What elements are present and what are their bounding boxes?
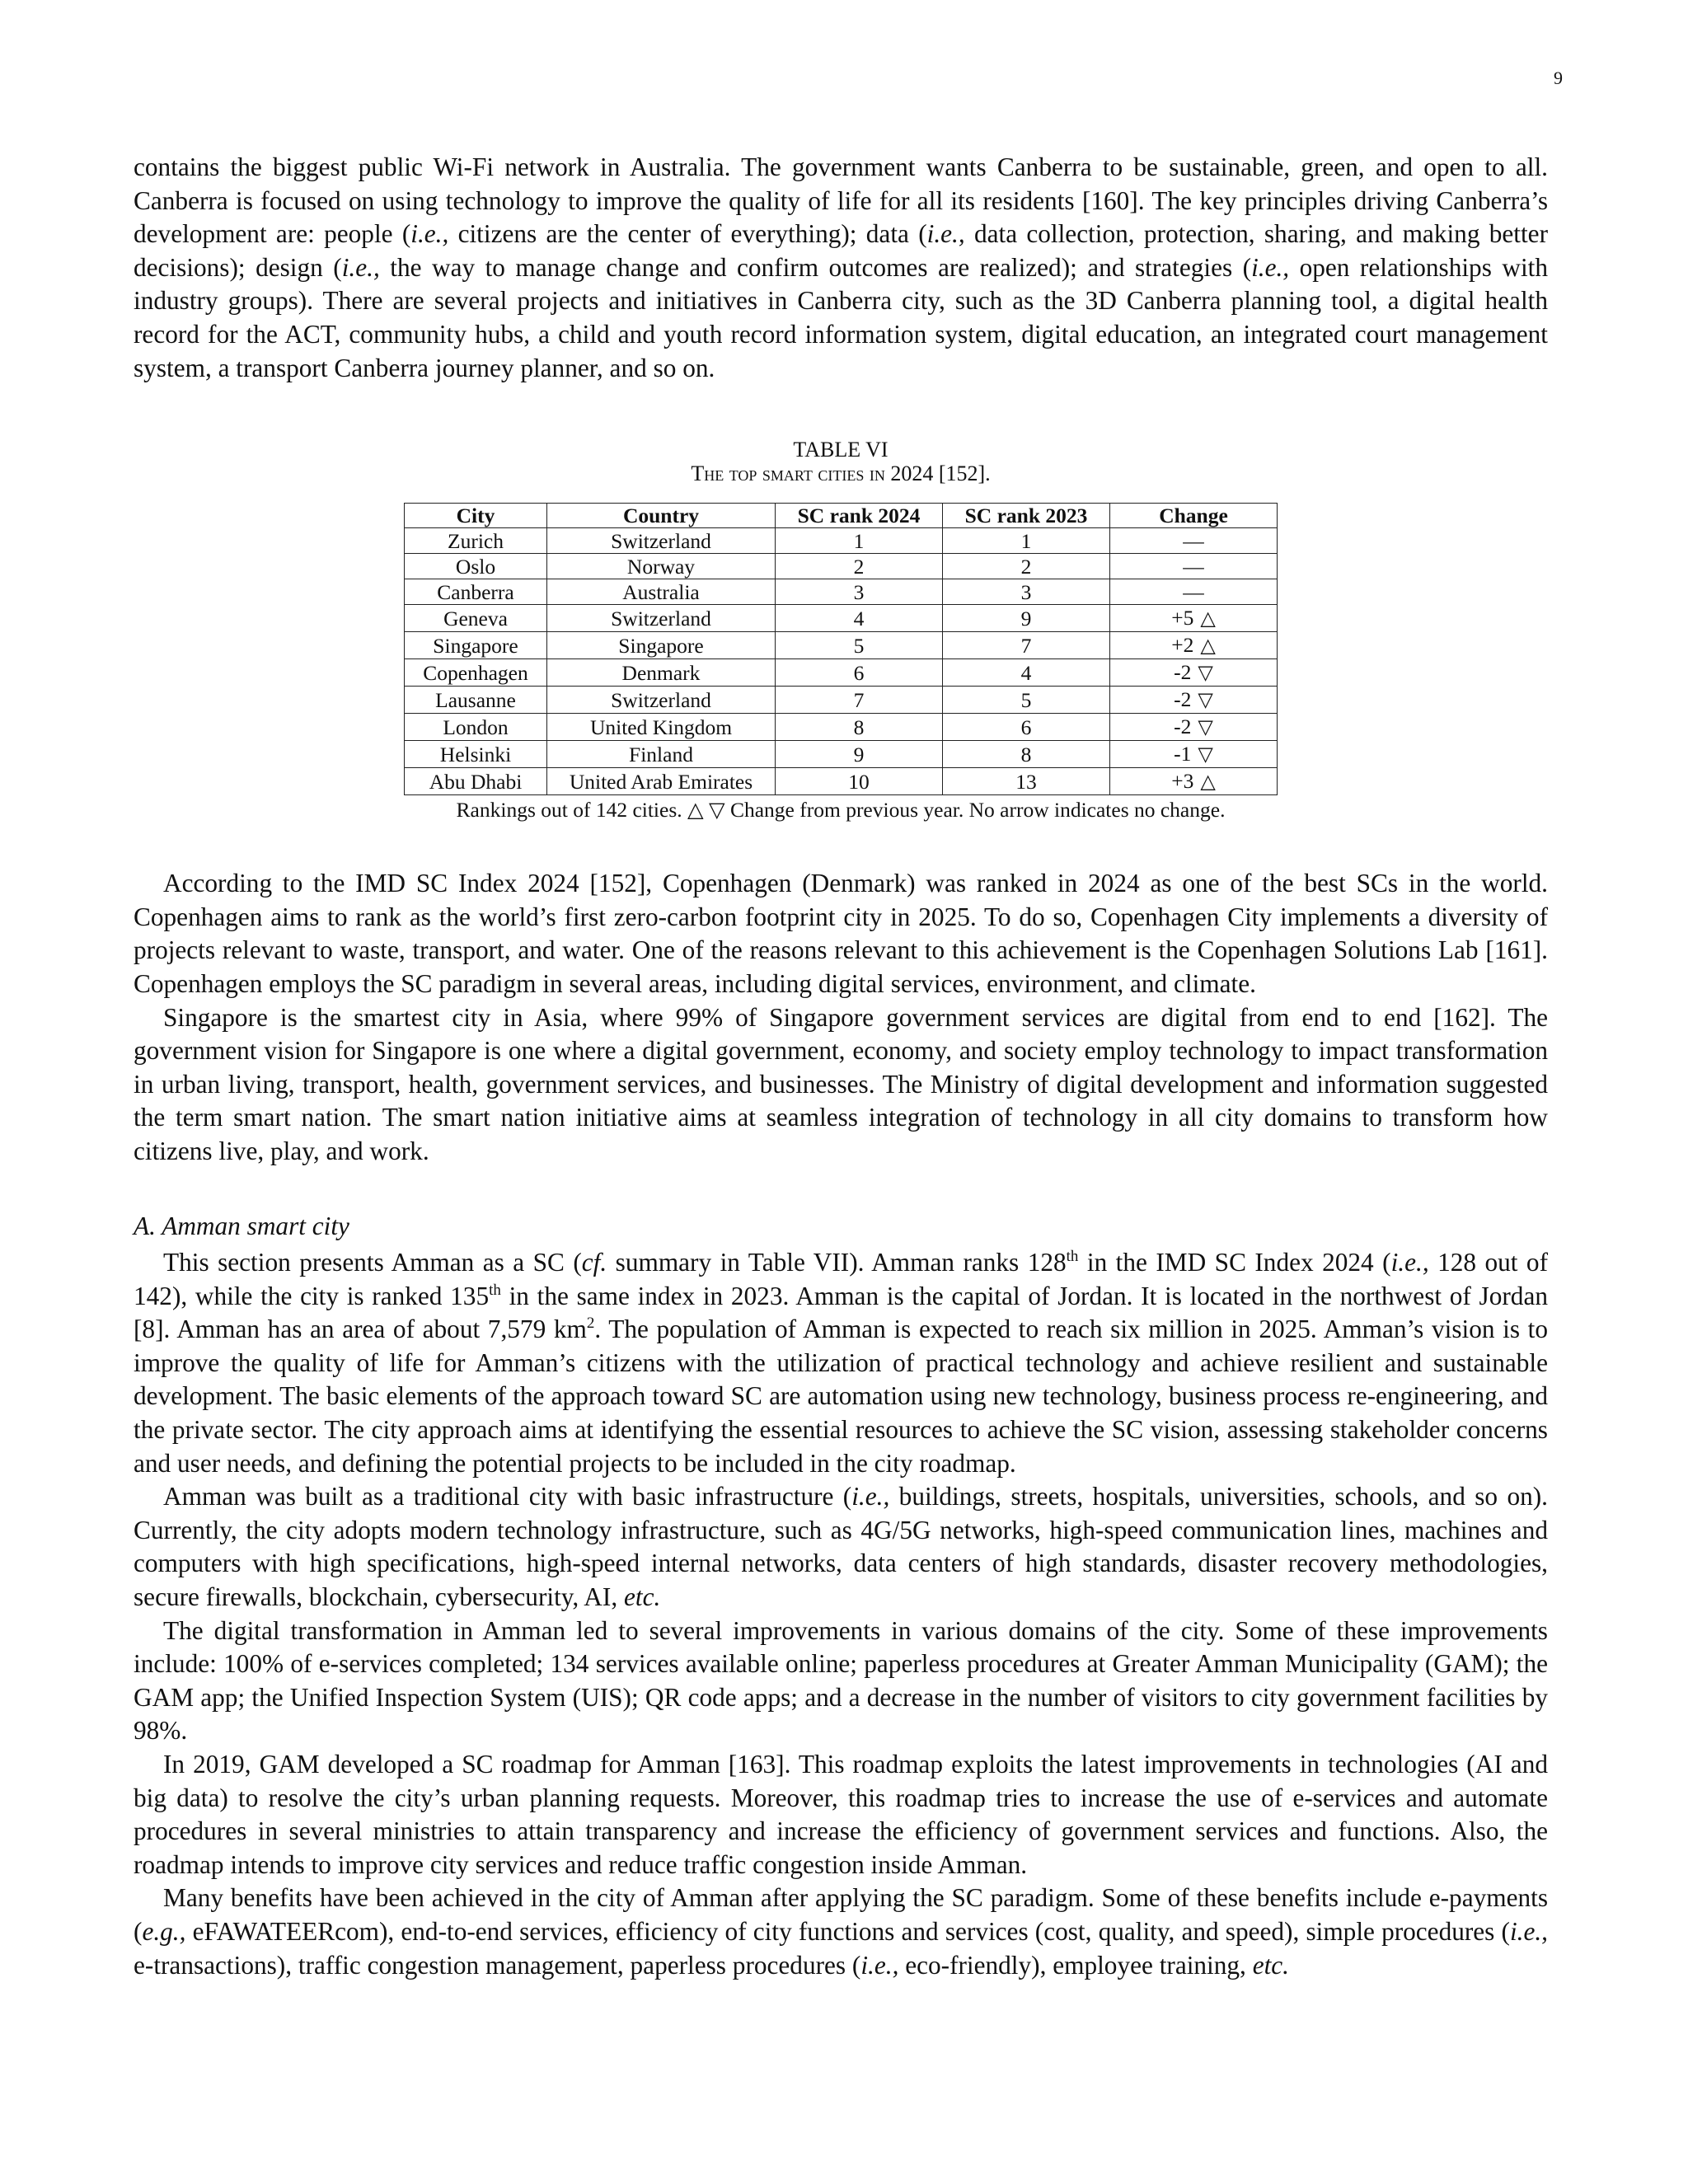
- paragraph-amman-roadmap: In 2019, GAM developed a SC roadmap for Amman [163]. This roadmap exploits the latest improvements in technologies (AI and big data) to resolve the city’s urban planning requests. Moreover, this roadmap tries to increase the use of e-services and automate procedures in several ministries to attain transparency and increase the efficiency of government services and functions. Also, the roadmap intends to improve city services and reduce traffic congestion inside Amman.: [134, 1750, 1548, 1879]
- header-rank-2023: SC rank 2023: [943, 504, 1110, 528]
- cell-rank-2023: 9: [943, 605, 1110, 632]
- italic-term: i.e.,: [860, 1950, 899, 1980]
- italic-term: i.e.,: [1251, 252, 1290, 282]
- up-triangle-icon: △: [1200, 771, 1216, 794]
- cell-country: Denmark: [547, 659, 776, 687]
- table-note: Rankings out of 142 cities. △ ▽ Change from previous year. No arrow indicates no change.: [456, 798, 1226, 823]
- header-city: City: [405, 504, 547, 528]
- smart-cities-table: [404, 503, 1278, 795]
- cell-change: [1110, 741, 1278, 768]
- cell-change: [1110, 605, 1278, 632]
- change-value: +3: [1171, 769, 1194, 794]
- table-row: [405, 528, 1278, 554]
- cell-change: [1110, 659, 1278, 687]
- change-value: -2: [1174, 715, 1192, 739]
- cell-country: United Kingdom: [547, 714, 776, 741]
- cell-city: Abu Dhabi: [405, 768, 547, 795]
- cell-change: [1110, 632, 1278, 659]
- cell-rank-2023: 13: [943, 768, 1110, 795]
- cell-city: Oslo: [405, 554, 547, 579]
- paragraph-amman-overview: This section presents Amman as a SC (cf. summary in Table VII). Amman ranks 128th in the IMD SC Index 2024 (i.e., 128 out of 142), while the city is ranked 135th in the same index in 2023. Amman is the capital of Jordan. It is located in the northwest of Jordan [8]. Amman has an area of about 7,579 $km^2$. The population of Amman is expected to reach six million in 2025. Amman’s vision is to improve the quality of life for Amman’s citizens with the utilization of practical technology and achieve resilient and sustainable development. The basic elements of the approach toward SC are automation using new technology, business process re-engineering, and the private sector. The city approach aims at identifying the essential resources to achieve the SC vision, assessing stakeholder concerns and user needs, and defining the potential projects to be included in the city roadmap.: [134, 1248, 1549, 1478]
- cell-rank-2024: 7: [776, 687, 943, 714]
- cell-country: Switzerland: [547, 687, 776, 714]
- italic-term: e.g.,: [142, 1916, 186, 1946]
- cell-country: Norway: [547, 554, 776, 579]
- table-vi: [134, 438, 1548, 822]
- superscript: 2: [586, 1315, 595, 1333]
- superscript: th: [1066, 1248, 1079, 1266]
- cell-city: Copenhagen: [405, 659, 547, 687]
- paragraph-singapore: Singapore is the smartest city in Asia, where 99% of Singapore government services are digital from end to end [162]. The government vision for Singapore is one where a digital government, economy, and society employ technology to impact transformation in urban living, transport, health, government services, and businesses. The Ministry of digital development and information suggested the term smart nation. The smart nation initiative aims at seamless integration of technology in all city domains to transform how citizens live, play, and work.: [134, 1002, 1548, 1165]
- table-body: [405, 528, 1278, 795]
- intro-paragraph: contains the biggest public Wi-Fi network in Australia. The government wants Canberra to be sustainable, green, and open to all. Canberra is focused on using technology to improve the quality of life for all its residents [160]. The key principles driving Canberra’s development are: people (i.e., citizens are the center of everything); data (i.e., data collection, protection, sharing, and making better decisions); design (i.e., the way to manage change and confirm outcomes are realized); and strategies (i.e., open relationships with industry groups). There are several projects and initiatives in Canberra city, such as the 3D Canberra planning tool, a digital health record for the ACT, community hubs, a child and youth record information system, digital education, an integrated court management system, a transport Canberra journey planner, and so on.: [134, 152, 1548, 382]
- cell-change: [1110, 528, 1278, 554]
- cell-change: [1110, 554, 1278, 579]
- paragraph-copenhagen: According to the IMD SC Index 2024 [152], Copenhagen (Denmark) was ranked in 2024 as one of the best SCs in the world. Copenhagen aims to rank as the world’s first zero-carbon footprint city in 2025. To do so, Copenhagen City implements a diversity of projects relevant to waste, transport, and water. One of the reasons relevant to this achievement is the Copenhagen Solutions Lab [161]. Copenhagen employs the SC paradigm in several areas, including digital services, environment, and climate.: [134, 869, 1548, 998]
- cell-country: Finland: [547, 741, 776, 768]
- cell-rank-2023: 1: [943, 528, 1110, 554]
- cell-city: Zurich: [405, 528, 547, 554]
- table-row: [405, 768, 1278, 795]
- cell-city: Geneva: [405, 605, 547, 632]
- change-value: —: [1183, 580, 1204, 605]
- cell-rank-2023: 3: [943, 579, 1110, 605]
- change-value: —: [1183, 555, 1204, 579]
- table-row: [405, 632, 1278, 659]
- paper-body: [134, 151, 1548, 1982]
- cell-rank-2024: 9: [776, 741, 943, 768]
- change-value: -1: [1174, 742, 1192, 766]
- cell-change: [1110, 579, 1278, 605]
- header-country: Country: [547, 504, 776, 528]
- table-caption: The top smart cities in 2024 [152].: [691, 462, 991, 486]
- change-value: —: [1183, 529, 1204, 554]
- table-row: [405, 579, 1278, 605]
- cell-country: Switzerland: [547, 605, 776, 632]
- cell-rank-2024: 1: [776, 528, 943, 554]
- table-row: [405, 714, 1278, 741]
- cell-rank-2024: 8: [776, 714, 943, 741]
- cell-rank-2023: 4: [943, 659, 1110, 687]
- table-row: [405, 741, 1278, 768]
- cell-city: London: [405, 714, 547, 741]
- down-triangle-icon: ▽: [1198, 717, 1213, 739]
- cell-country: Switzerland: [547, 528, 776, 554]
- italic-term: i.e.,: [926, 219, 965, 249]
- italic-term: etc.: [623, 1582, 661, 1612]
- down-triangle-icon: ▽: [1198, 744, 1213, 766]
- table-header-row: [405, 504, 1278, 528]
- italic-term: i.e.,: [341, 252, 380, 282]
- cell-rank-2024: 2: [776, 554, 943, 579]
- cell-rank-2023: 6: [943, 714, 1110, 741]
- change-value: -2: [1174, 660, 1192, 685]
- cell-city: Helsinki: [405, 741, 547, 768]
- change-value: +5: [1171, 606, 1194, 630]
- cell-rank-2023: 2: [943, 554, 1110, 579]
- cell-rank-2024: 4: [776, 605, 943, 632]
- table-row: [405, 659, 1278, 687]
- cell-rank-2023: 5: [943, 687, 1110, 714]
- italic-term: etc.: [1252, 1950, 1290, 1980]
- down-triangle-icon: ▽: [1198, 663, 1213, 685]
- paragraph-amman-infrastructure: Amman was built as a traditional city with basic infrastructure (i.e., buildings, streets, hospitals, universities, schools, and so on). Currently, the city adopts modern technology infrastructure, such as 4G/5G networks, high-speed communication lines, machines and computers with high specifications, high-speed internal networks, data centers of high standards, disaster recovery methodologies, secure firewalls, blockchain, cybersecurity, AI, etc.: [134, 1482, 1548, 1612]
- cell-change: [1110, 768, 1278, 795]
- up-triangle-icon: △: [1200, 608, 1216, 630]
- superscript: th: [489, 1281, 501, 1299]
- header-change: Change: [1110, 504, 1278, 528]
- cell-country: United Arab Emirates: [547, 768, 776, 795]
- cell-rank-2023: 7: [943, 632, 1110, 659]
- italic-term: i.e.,: [851, 1482, 890, 1511]
- change-value: +2: [1171, 633, 1194, 658]
- cell-country: Australia: [547, 579, 776, 605]
- paragraph-amman-digital-transformation: The digital transformation in Amman led to several improvements in various domains of the city. Some of these improvements include: 100% of e-services completed; 134 services available online; paperless procedures at Greater Amman Municipality (GAM); the GAM app; the Unified Inspection System (UIS); QR code apps; and a decrease in the number of visitors to city government facilities by 98%.: [134, 1615, 1548, 1746]
- table-row: [405, 687, 1278, 714]
- cell-rank-2023: 8: [943, 741, 1110, 768]
- cell-city: Lausanne: [405, 687, 547, 714]
- change-value: -2: [1174, 687, 1192, 712]
- down-triangle-icon: ▽: [1198, 690, 1213, 712]
- cell-city: Singapore: [405, 632, 547, 659]
- table-row: [405, 605, 1278, 632]
- cell-change: [1110, 687, 1278, 714]
- cell-city: Canberra: [405, 579, 547, 605]
- section-heading: A. Amman smart city: [134, 1211, 349, 1240]
- table-row: [405, 554, 1278, 579]
- up-triangle-icon: △: [1200, 635, 1216, 658]
- cell-rank-2024: 5: [776, 632, 943, 659]
- cell-rank-2024: 6: [776, 659, 943, 687]
- cell-rank-2024: 10: [776, 768, 943, 795]
- cell-change: [1110, 714, 1278, 741]
- table-label: TABLE VI: [793, 438, 889, 462]
- italic-term: i.e.,: [410, 219, 449, 249]
- italic-term: cf.: [581, 1248, 607, 1277]
- page-number: 9: [1554, 68, 1563, 88]
- italic-term: i.e.,: [1390, 1248, 1429, 1277]
- paragraph-amman-benefits: Many benefits have been achieved in the city of Amman after applying the SC paradigm. Some of these benefits include e-payments (e.g., eFAWATEERcom), end-to-end services, efficiency of city functions and services (cost, quality, and speed), simple procedures (i.e., e-transactions), traffic congestion management, paperless procedures (i.e., eco-friendly), employee training, etc.: [134, 1883, 1548, 1980]
- cell-country: Singapore: [547, 632, 776, 659]
- header-rank-2024: SC rank 2024: [776, 504, 943, 528]
- cell-rank-2024: 3: [776, 579, 943, 605]
- italic-term: i.e.,: [1509, 1916, 1548, 1946]
